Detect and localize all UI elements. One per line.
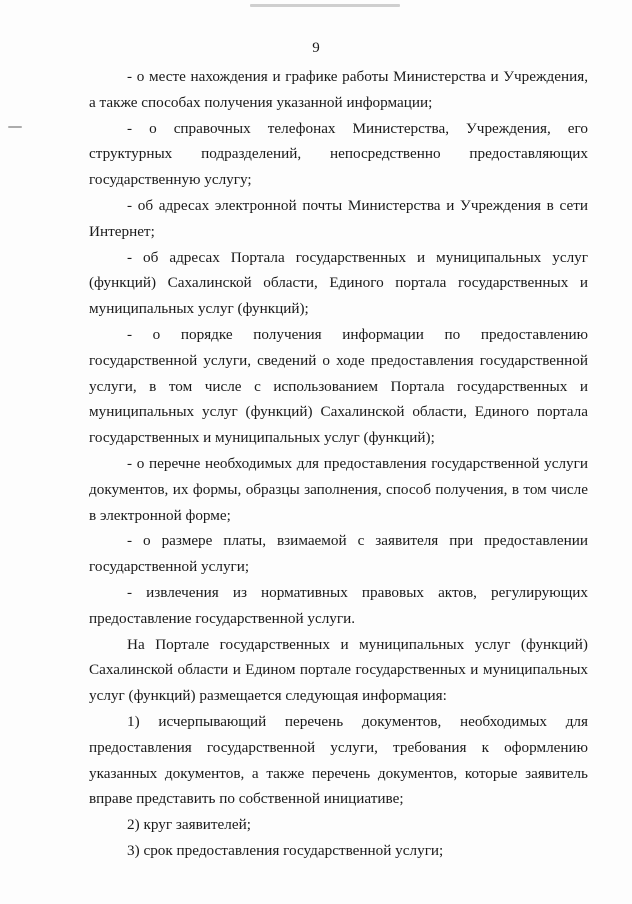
paragraph: - извлечения из нормативных правовых актов, регулирующих предоставление государственной услуги. bbox=[89, 583, 588, 627]
page-number: 9 bbox=[312, 40, 320, 56]
scan-artifact bbox=[8, 126, 22, 128]
paragraph: На Портале государственных и муниципальных услуг (функций) Сахалинской области и Едином портале государственных и муниципальных услуг (функций) размещается следующая информация: bbox=[89, 635, 588, 705]
paragraph: - об адресах Портала государственных и муниципальных услуг (функций) Сахалинской области, Единого портала государственных и муниципальных услуг (функций); bbox=[89, 248, 588, 318]
paragraph: - о перечне необходимых для предоставления государственной услуги документов, их формы, образцы заполнения, способ получения, в том числе в электронной форме; bbox=[89, 454, 588, 524]
paragraph: - о справочных телефонах Министерства, Учреждения, его структурных подразделений, непосредственно предоставляющих государственную услугу; bbox=[89, 119, 588, 189]
document-body bbox=[89, 64, 588, 864]
paragraph: - о месте нахождения и графике работы Министерства и Учреждения, а также способах получения указанной информации; bbox=[89, 68, 588, 111]
paragraph: - об адресах электронной почты Министерства и Учреждения в сети Интернет; bbox=[89, 196, 588, 240]
paragraph: 1) исчерпывающий перечень документов, необходимых для предоставления государственной услуги, требования к оформлению указанных документов, а также перечень документов, которые заявитель вправе представить по собственной инициативе; bbox=[89, 712, 588, 808]
scan-artifact bbox=[250, 4, 400, 7]
paragraph: - о размере платы, взимаемой с заявителя при предоставлении государственной услуги; bbox=[89, 532, 588, 576]
paragraph: 2) круг заявителей; bbox=[127, 816, 251, 834]
paragraph: - о порядке получения информации по предоставлению государственной услуги, сведений о ходе предоставления государственной услуги, в том числе с использованием Портала государственных и муниципальных услуг (функций) Сахалинской области, Единого портала государственных и муниципальных услуг (функций); bbox=[89, 325, 588, 447]
paragraph: 3) срок предоставления государственной услуги; bbox=[127, 841, 444, 859]
